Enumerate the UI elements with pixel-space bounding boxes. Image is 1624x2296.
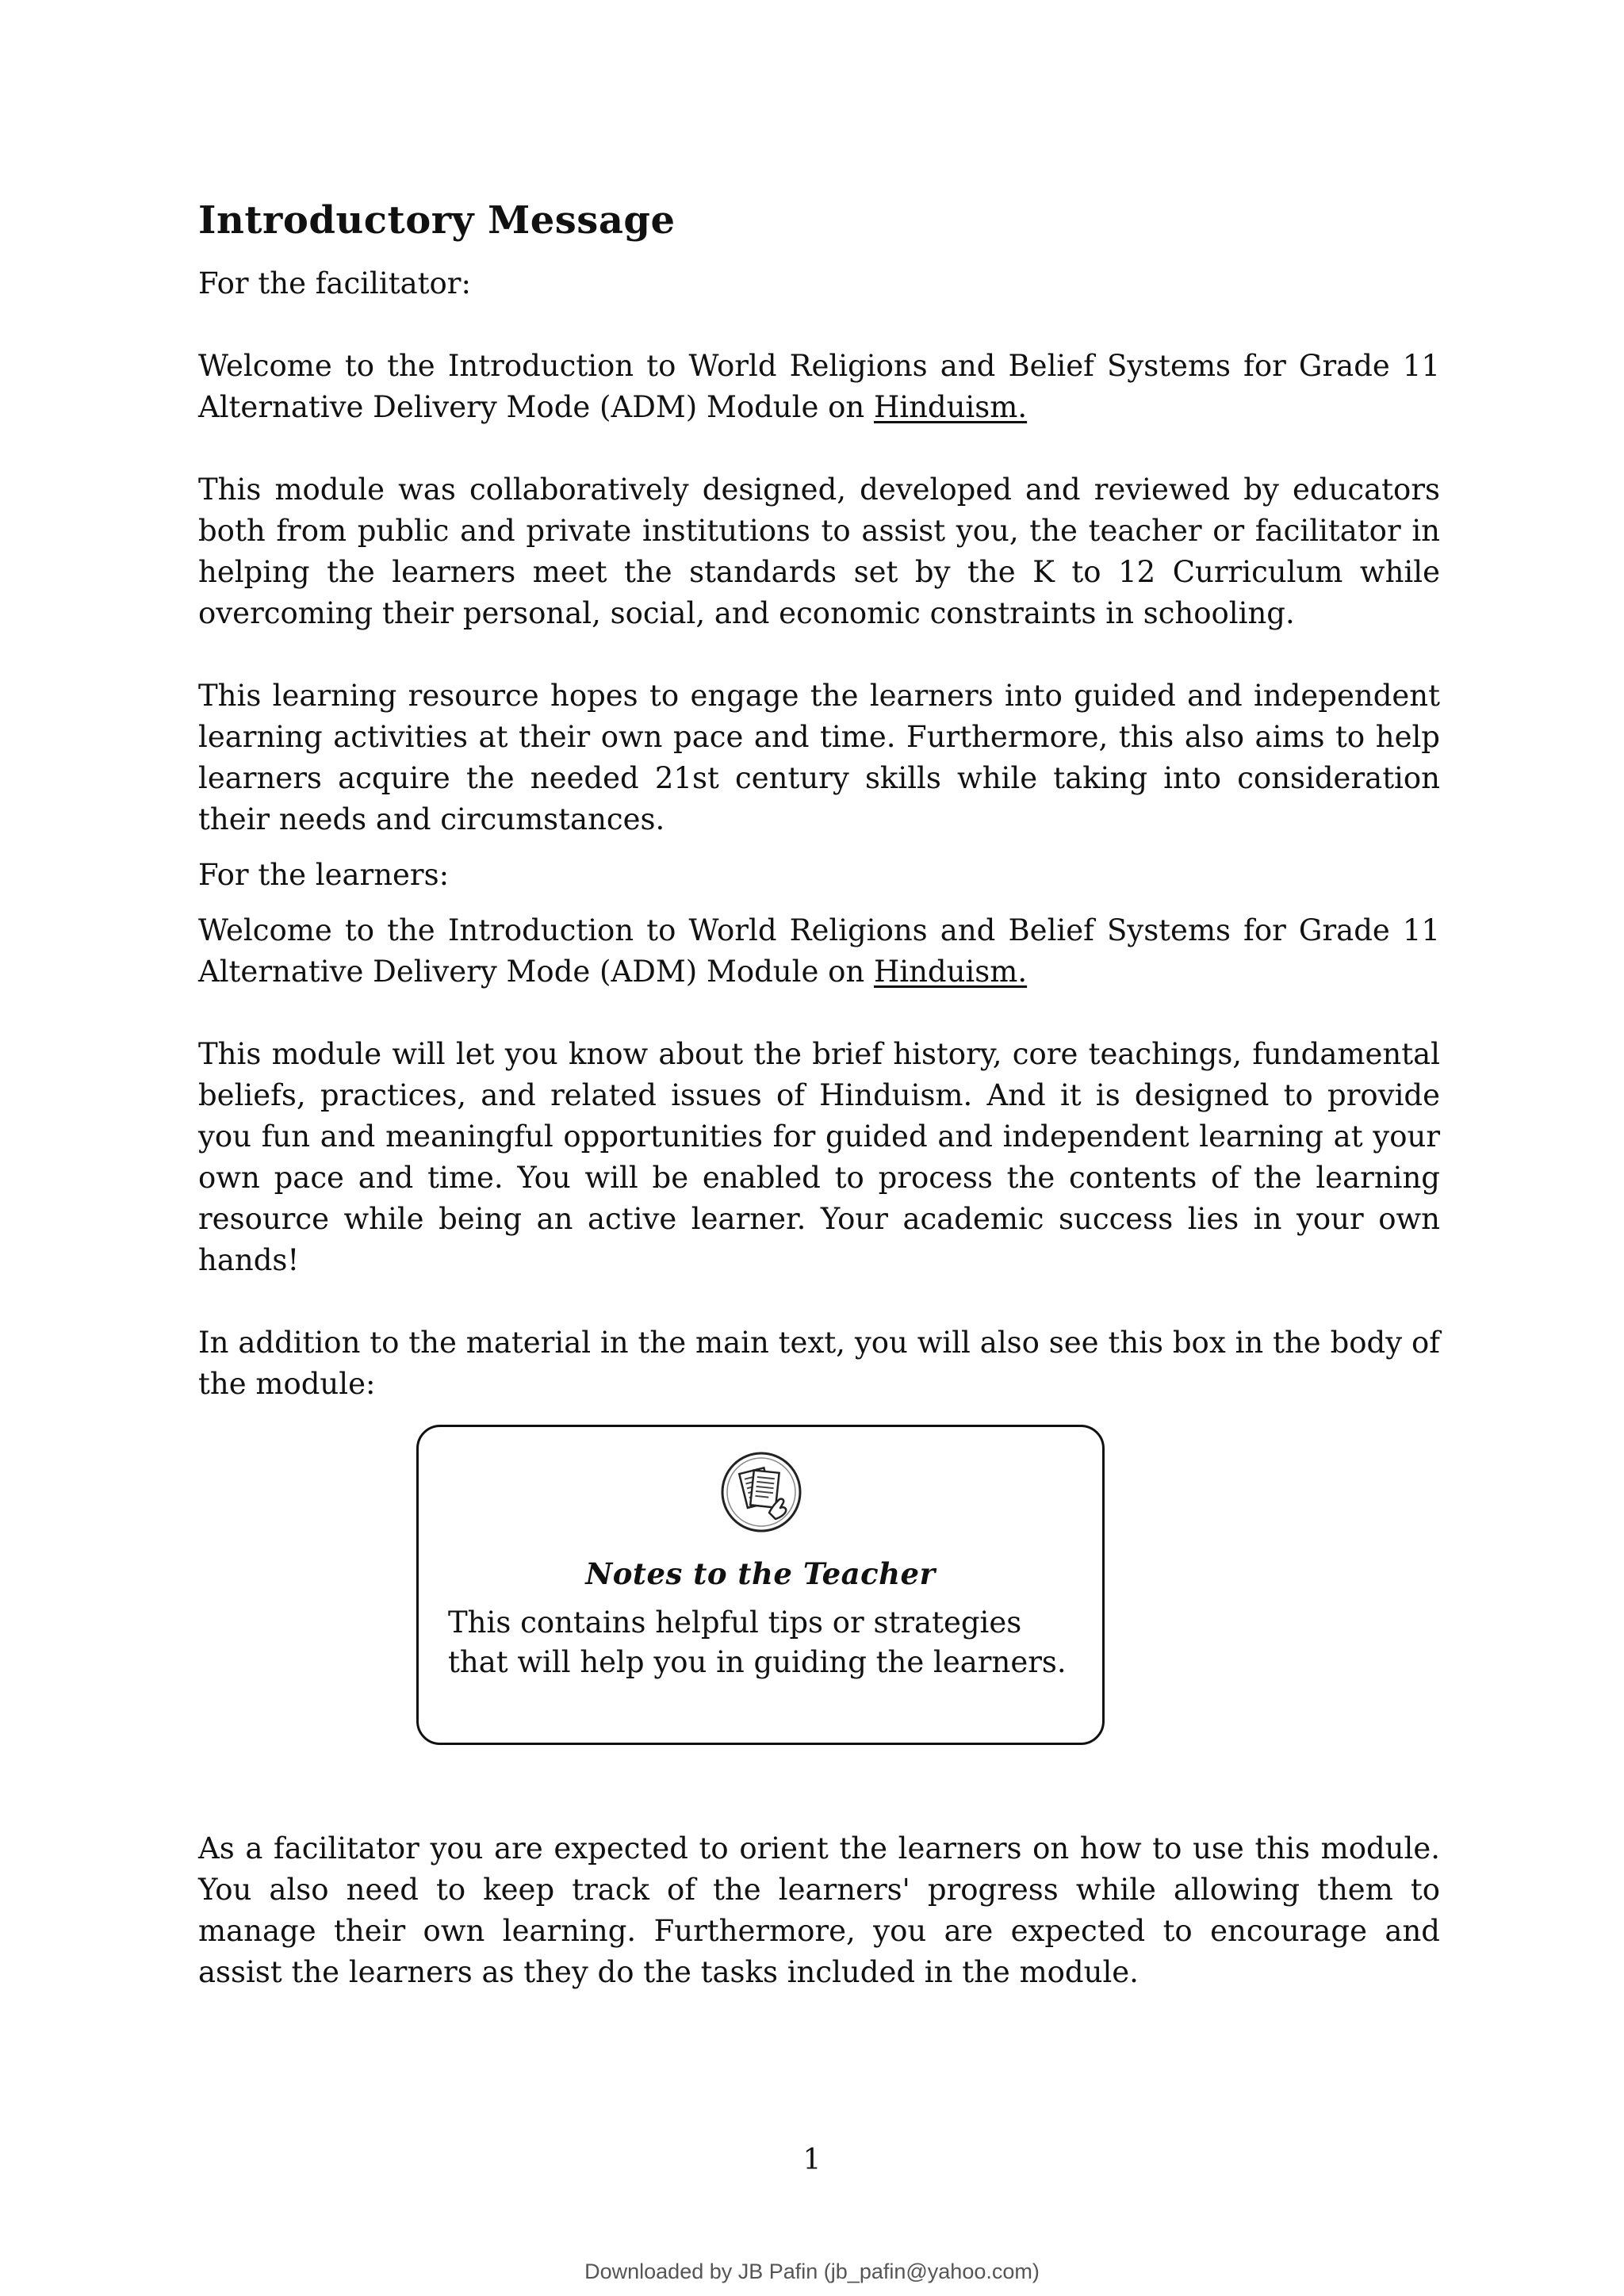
closing-section	[198, 1828, 1440, 1993]
page-number: 1	[802, 2144, 822, 2176]
learners-module-paragraph: This module will let you know about the brief history, core teachings, fundamental beliefs, practices, and related issues of Hinduism. And it is designed to provide you fun and meaningful opportunities for guided and independent learning at your own pace and time. You will be enabled to process the contents of the learning resource while being an active learner. Your academic success lies in your own hands!	[198, 1036, 1440, 1277]
learners-label: For the learners:	[198, 857, 450, 892]
learners-topic: Hinduism.	[873, 954, 1028, 989]
download-footer: Downloaded by JB Pafin (jb_pafin@yahoo.com)	[584, 2260, 1040, 2283]
facilitator-welcome-paragraph	[198, 346, 1440, 428]
closing-paragraph: As a facilitator you are expected to orient the learners on how to use this module. You also need to keep track of the learners' progress while allowing them to manage their own learning. Furthermore, you are expected to encourage and assist the learners as they do the tasks included in the module.	[198, 1831, 1440, 1989]
page-title: Introductory Message	[198, 198, 676, 243]
learners-welcome-text: Welcome to the Introduction to World Religions and Belief Systems for Grade 11 Alternative Delivery Mode (ADM) Module on	[198, 913, 1440, 989]
notes-description: This contains helpful tips or strategies that will help you in guiding the learners.	[448, 1605, 1067, 1679]
facilitator-design-paragraph: This module was collaboratively designed, developed and reviewed by educators both from public and private institutions to assist you, the teacher or facilitator in helping the learners meet the standards set by the K to 12 Curriculum while overcoming their personal, social, and economic constraints in schooling.	[198, 472, 1440, 630]
document-body	[198, 198, 1440, 1405]
notes-title: Notes to the Teacher	[585, 1556, 936, 1591]
learners-welcome-paragraph	[198, 910, 1440, 993]
facilitator-resource-paragraph: This learning resource hopes to engage the learners into guided and independent learning activities at their own pace and time. Furthermore, this also aims to help learners acquire the needed 21st century skills while taking into consideration their needs and circumstances.	[198, 678, 1440, 836]
notes-to-teacher-box	[416, 1425, 1105, 1745]
facilitator-welcome-text: Welcome to the Introduction to World Religions and Belief Systems for Grade 11 Alternative Delivery Mode (ADM) Module on	[198, 348, 1440, 424]
box-intro-paragraph: In addition to the material in the main text, you will also see this box in the body of the module:	[198, 1325, 1440, 1401]
notes-hand-icon	[720, 1451, 802, 1533]
facilitator-topic: Hinduism.	[873, 389, 1028, 424]
facilitator-label: For the facilitator:	[198, 266, 471, 300]
